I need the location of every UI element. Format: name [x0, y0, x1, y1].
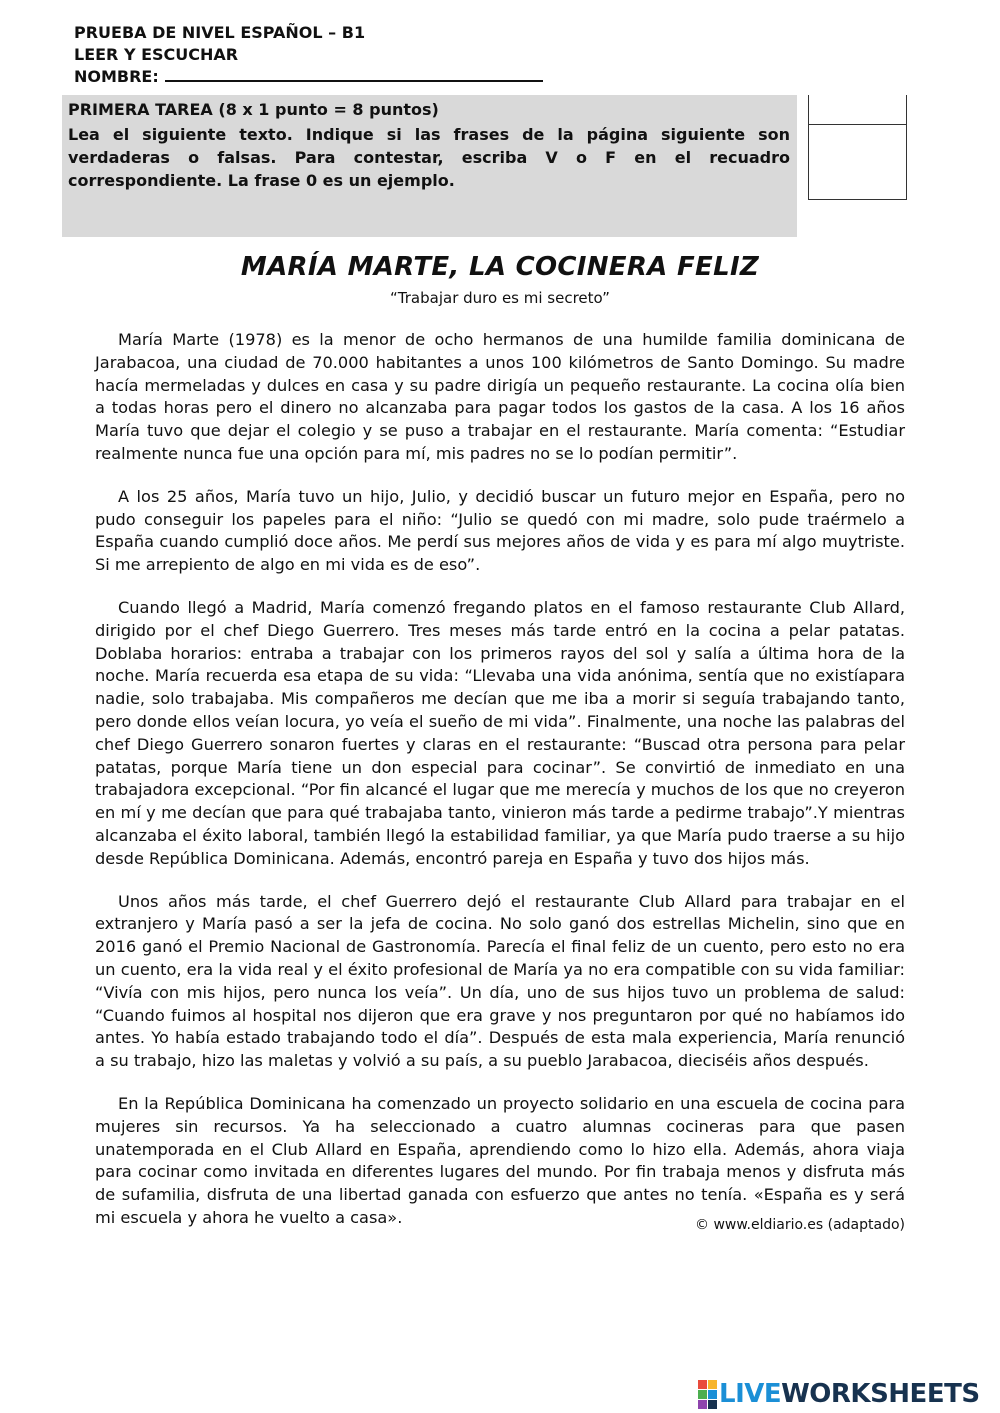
score-box[interactable] — [808, 95, 907, 200]
logo-text-live: LIVE — [719, 1379, 782, 1409]
logo-block — [708, 1380, 717, 1389]
logo-text-worksheets: WORKSHEETS — [781, 1379, 980, 1409]
liveworksheets-icon — [698, 1380, 717, 1409]
name-label: NOMBRE: — [74, 67, 159, 86]
liveworksheets-logo — [698, 1380, 980, 1408]
logo-block — [698, 1390, 707, 1399]
exam-section: LEER Y ESCUCHAR — [74, 45, 239, 64]
article-paragraph: A los 25 años, María tuvo un hijo, Julio, y decidió buscar un futuro mejor en España, pero no pudo conseguir los papeles para el niño: “Julio se quedó con mi madre, solo pude traérmelo a España cuando cumplió doce años. Me perdí sus mejores años de vida y es para mí algo muytriste. Si me arrepiento de algo en mi vida es de eso”. — [95, 486, 905, 575]
logo-block — [698, 1380, 707, 1389]
name-field[interactable] — [165, 66, 543, 82]
task-instructions-box — [62, 95, 797, 237]
article-paragraph: En la República Dominicana ha comenzado un proyecto solidario en una escuela de cocina para mujeres sin recursos. Ya ha seleccionado a cuatro alumnas cocineras para que pasen unatemporada en el Club Allard en España, aprendiendo como lo hizo ella. Además, ahora viaja para cocinar como invitada en diferentes lugares del mundo. Por fin trabaja menos y disfruta más de sufamilia, disfruta de una libertad ganada con esfuerzo que antes no tenía. «España es y será mi escuela y ahora he vuelto a casa». — [95, 1093, 905, 1227]
article-paragraph: Unos años más tarde, el chef Guerrero dejó el restaurante Club Allard para trabajar en el extranjero y María pasó a ser la jefa de cocina. No solo ganó dos estrellas Michelin, sino que en 2016 ganó el Premio Nacional de Gastronomía. Parecía el final feliz de un cuento, pero esto no era un cuento, era la vida real y el éxito profesional de María ya no era compatible con su vida familiar: “Vivía con mis hijos, pero nunca los veía”. Un día, uno de sus hijos tuvo un problema de salud: “Cuando fuimos al hospital nos dijeron que era grave y nos preguntaron por qué no habíamos ido antes. Yo había estado trabajando todo el día”. Después de esta mala experiencia, María renunció a su trabajo, hizo las maletas y volvió a su país, a su pueblo Jarabacoa, dieciséis años después. — [95, 891, 905, 1071]
score-box-divider — [809, 124, 906, 125]
article-paragraph: María Marte (1978) es la menor de ocho hermanos de una humilde familia dominicana de Jarabacoa, una ciudad de 70.000 habitantes a unos 100 kilómetros de Santo Domingo. Su madre hacía mermeladas y dulces en casa y su padre dirigía un pequeño restaurante. La cocina olía bien a todas horas pero el dinero no alcanzaba para pagar todos los gastos de la casa. A los 16 años María tuvo que dejar el colegio y se puso a trabajar en el restaurante. María comenta: “Estudiar realmente nunca fue una opción para mí, mis padres no se lo podían permitir”. — [95, 330, 905, 463]
logo-block — [708, 1390, 717, 1399]
article-title: MARÍA MARTE, LA COCINERA FELIZ — [240, 252, 760, 282]
article-paragraph: Cuando llegó a Madrid, María comenzó fregando platos en el famoso restaurante Club Allard, dirigido por el chef Diego Guerrero. Tres meses más tarde entró en la cocina a pelar patatas. Doblaba horarios: entraba a trabajar con los primeros rayos del sol y salía a última hora de la noche. María recuerda esa etapa de su vida: “Llevaba una vida anónima, sentía que no existíapara nadie, solo trabajaba. Mis compañeros me decían que me iba a morir si seguía trabajando tanto, pero donde ellos veían locura, yo veía el sueño de mi vida”. Finalmente, una noche las palabras del chef Diego Guerrero sonaron fuertes y claras en el restaurante: “Buscad otra persona para pelar patatas, porque María tiene un don especial para cocinar”. Se convirtió de inmediato en una trabajadora excepcional. “Por fin alcancé el lugar que me merecía y muchos de los que no creyeron en mí y me decían que para qué trabajaba tanto, vinieron más tarde a pedirme trabajo”.Y mientras alcanzaba el éxito laboral, también llegó la estabilidad familiar, ya que María pudo traerse a su hijo desde República Dominicana. Además, encontró pareja en España y tuvo dos hijos más. — [95, 597, 905, 868]
task-instructions: Lea el siguiente texto. Indique si las frases de la página siguiente son verdaderas o falsas. Para contestar, escriba V o F en el recuadro correspondiente. La frase 0 es un ejemplo. — [68, 125, 790, 190]
task-title: PRIMERA TAREA (8 x 1 punto = 8 puntos) — [68, 100, 439, 119]
document-header — [74, 22, 543, 88]
exam-title: PRUEBA DE NIVEL ESPAÑOL – B1 — [74, 23, 366, 42]
article-body — [95, 329, 905, 1250]
logo-text — [719, 1379, 980, 1409]
logo-block — [698, 1400, 707, 1409]
name-line — [74, 66, 543, 88]
article-source: © www.eldiario.es (adaptado) — [695, 1217, 905, 1233]
article-subtitle: “Trabajar duro es mi secreto” — [390, 289, 610, 307]
logo-block — [708, 1400, 717, 1409]
